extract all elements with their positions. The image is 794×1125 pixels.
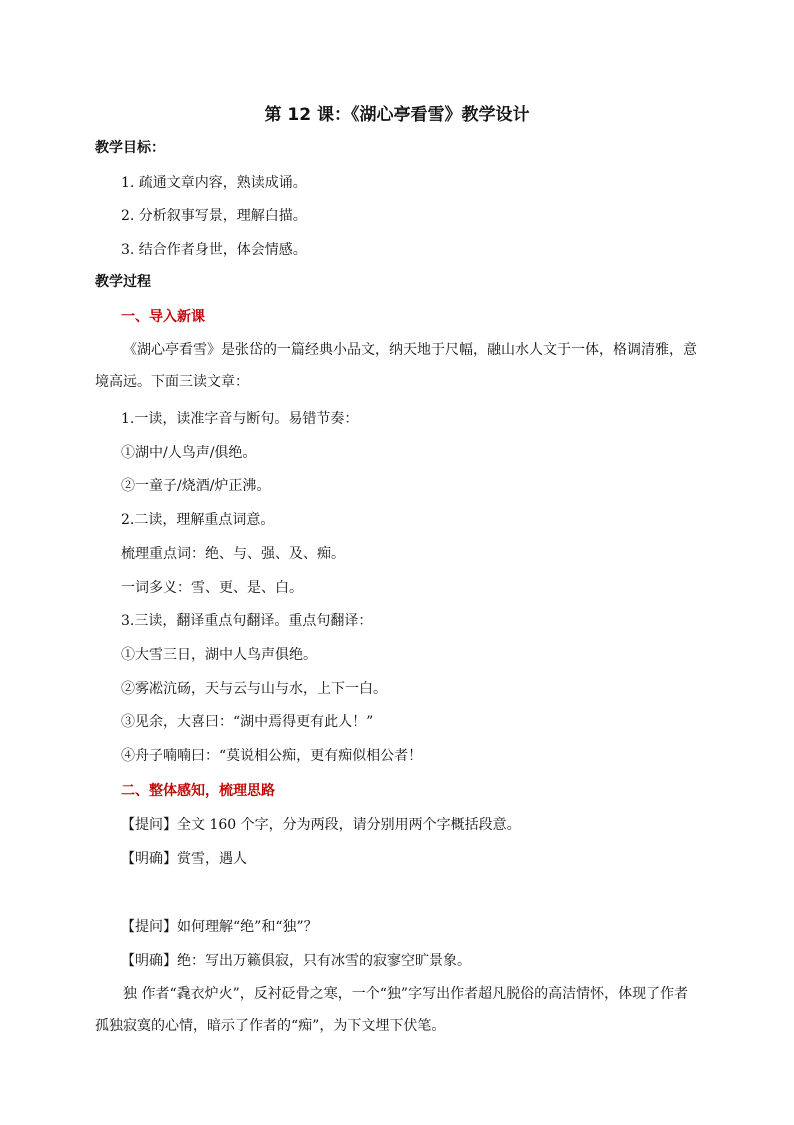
read1-item: ①湖中/人鸟声/俱绝。 [121, 445, 257, 461]
read1-line: 1.一读，读准字音与断句。易错节奏： [121, 411, 359, 427]
process-heading: 教学过程 [95, 274, 151, 290]
read3-item: ④舟子喃喃曰：“莫说相公痴，更有痴似相公者！ [121, 748, 423, 764]
read3-item: ②雾凇沆砀，天与云与山与水，上下一白。 [121, 681, 387, 697]
question-2: 【提问】如何理解“绝”和“独”？ [121, 919, 318, 935]
page-title: 第 12 课：《湖心亭看雪》教学设计 [264, 105, 530, 125]
objective-item: 3. 结合作者身世，体会情感。 [121, 242, 307, 258]
read2-item: 梳理重点词：绝、与、强、及、痴。 [121, 546, 345, 562]
objective-item: 1. 疏通文章内容，熟读成诵。 [121, 175, 307, 191]
answer-1: 【明确】赏雪，遇人 [121, 851, 247, 867]
answer-2: 【明确】绝：写出万籁俱寂，只有冰雪的寂寥空旷景象。 [121, 953, 471, 969]
read3-line: 3.三读，翻译重点句翻译。重点句翻译： [121, 613, 373, 629]
read3-item: ③见余，大喜曰：“湖中焉得更有此人！” [121, 714, 374, 730]
read1-item: ②一童子/烧酒/炉正沸。 [121, 478, 271, 494]
question-1: 【提问】全文 160 个字，分为两段，请分别用两个字概括段意。 [121, 817, 521, 833]
explanation-paragraph: 独 作者“毳衣炉火”，反衬砭骨之寒，一个“独”字写出作者超凡脱俗的高洁情怀，体现了作者孤独寂寞的心情，暗示了作者的“痴”，为下文埋下伏笔。 [95, 986, 689, 1034]
read2-line: 2.二读，理解重点词意。 [121, 512, 275, 528]
section1-heading: 一、导入新课 [121, 309, 205, 325]
read3-item: ①大雪三日，湖中人鸟声俱绝。 [121, 647, 317, 663]
section1-intro-paragraph: 《湖心亭看雪》是张岱的一篇经典小品文，纳天地于尺幅，融山水人文于一体，格调清雅，意境高远。下面三读文章： [95, 342, 697, 390]
section2-heading: 二、整体感知，梳理思路 [121, 783, 275, 799]
objective-item: 2. 分析叙事写景，理解白描。 [121, 208, 307, 224]
read2-item: 一词多义：雪、更、是、白。 [121, 580, 303, 596]
objectives-heading: 教学目标： [95, 140, 165, 156]
